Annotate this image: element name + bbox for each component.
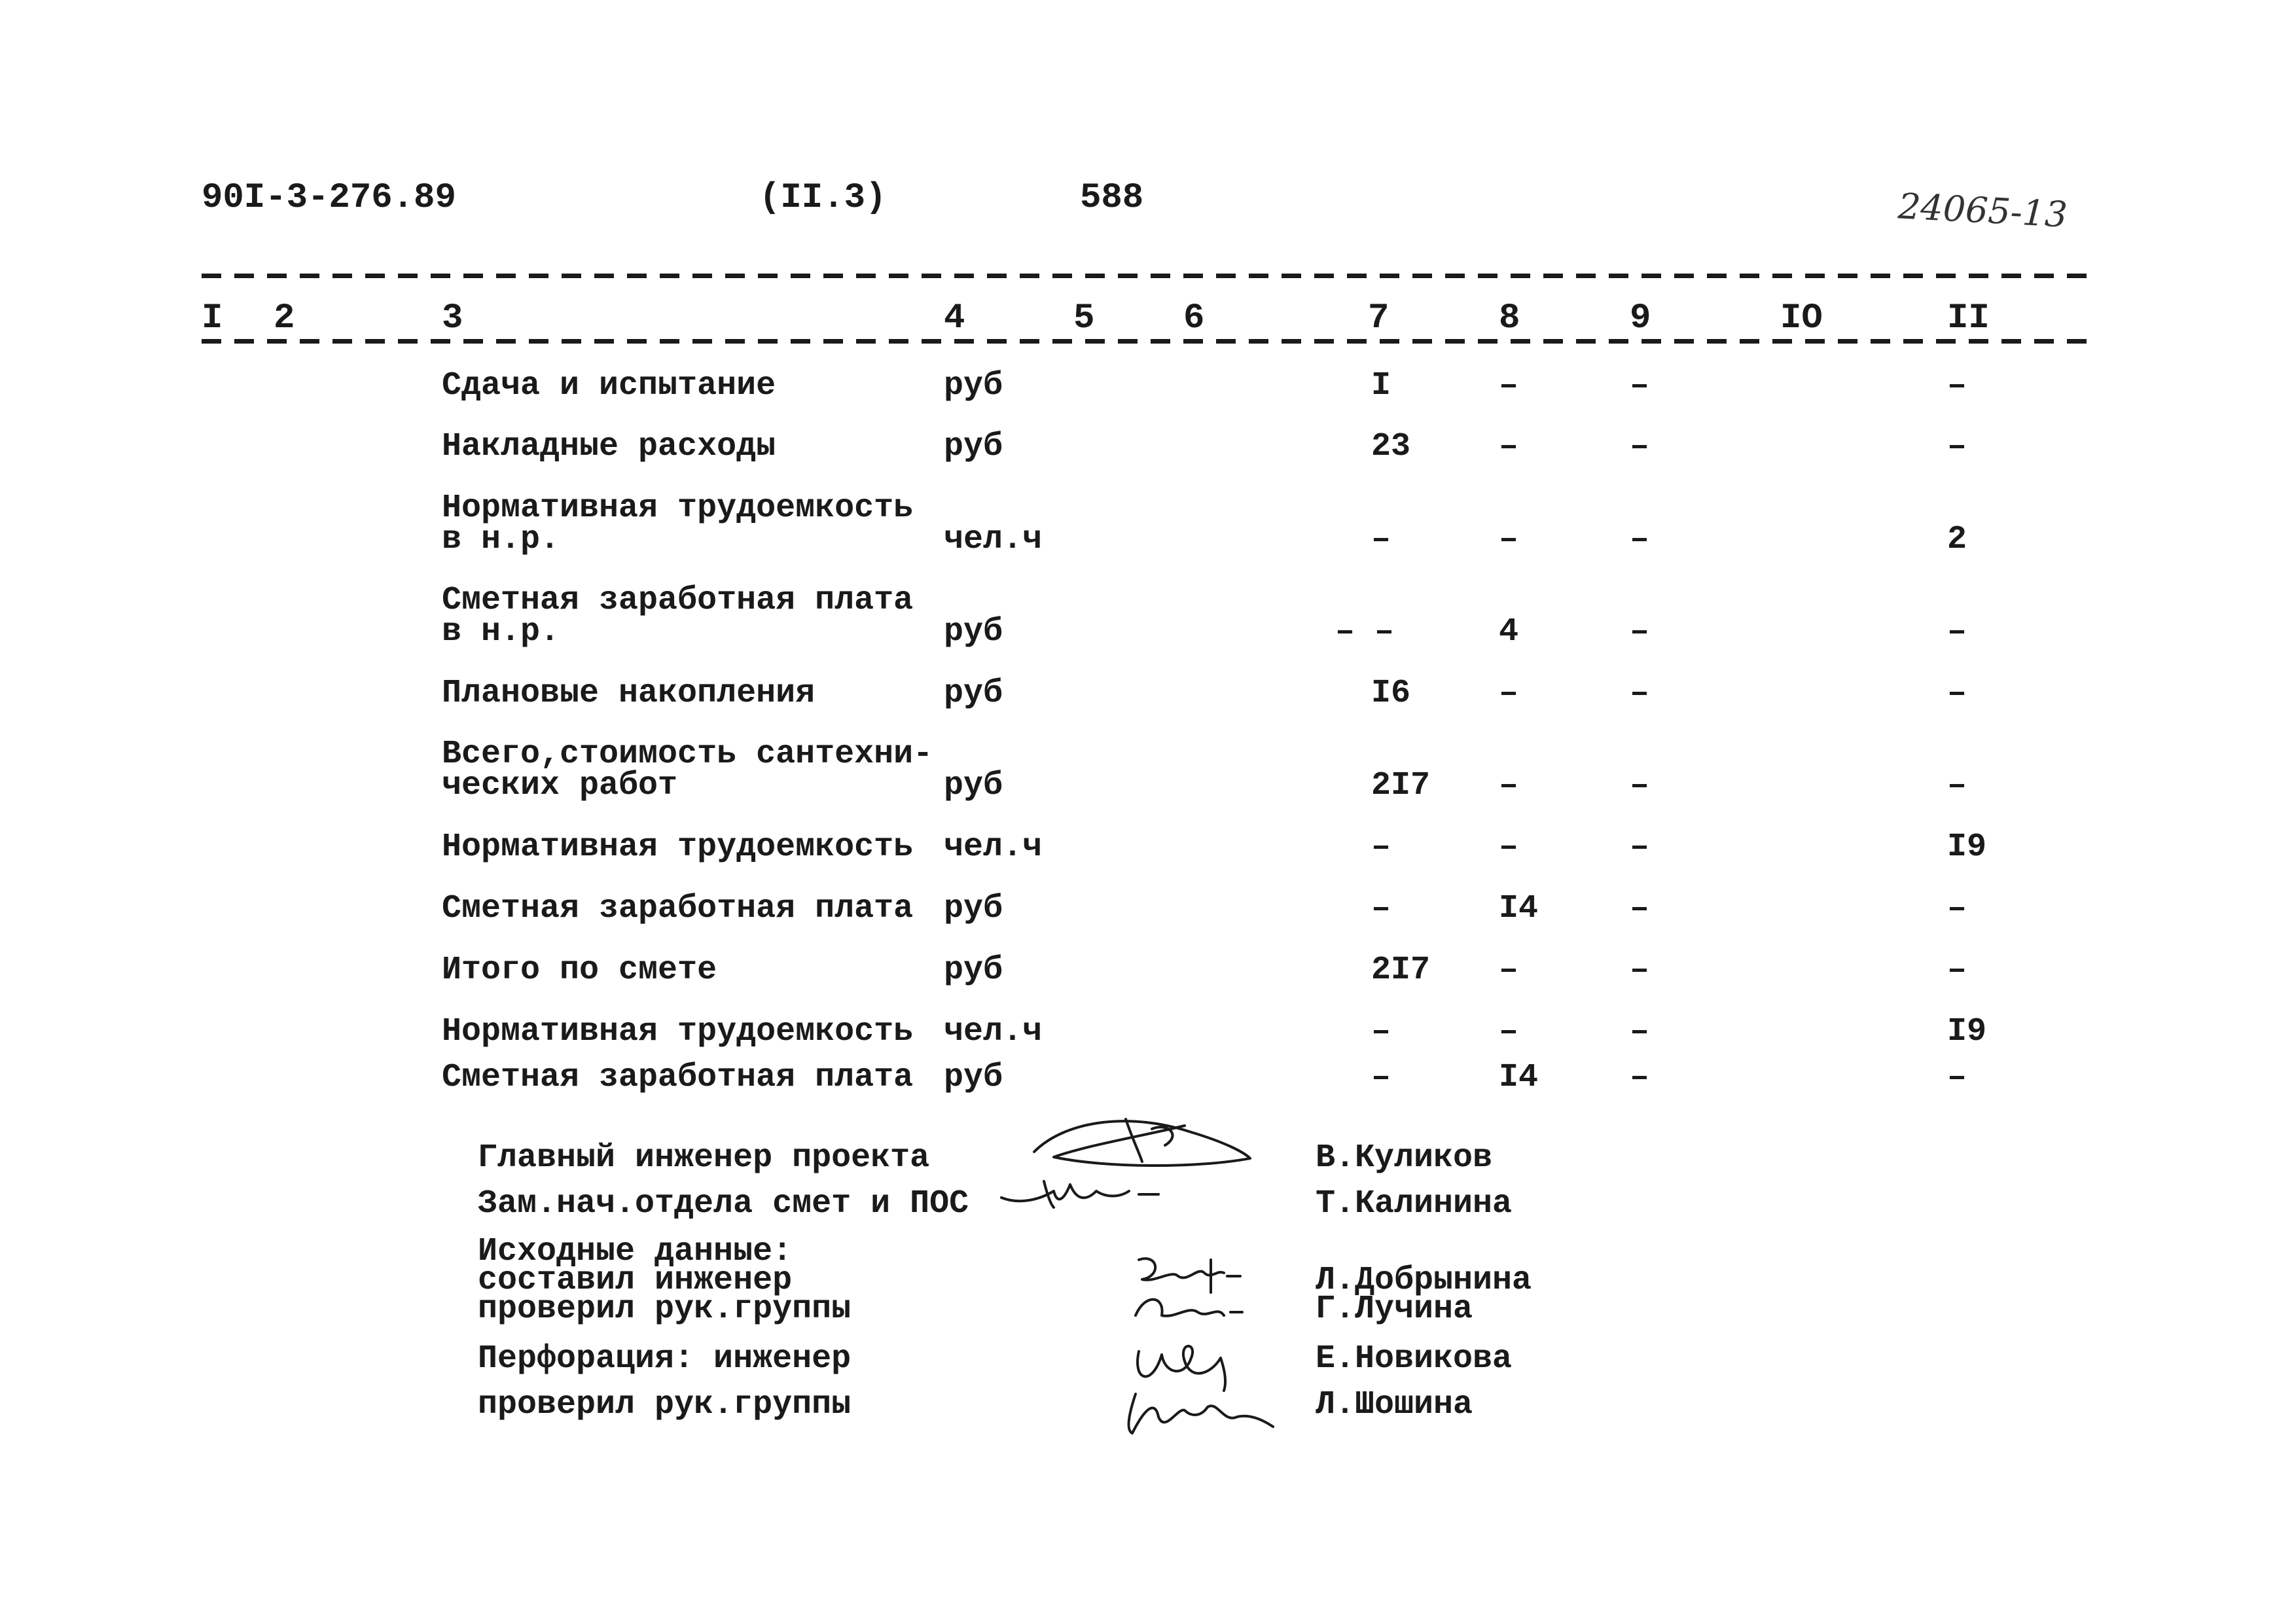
- row-col11: –: [1947, 367, 1967, 404]
- perforation-checked-label: проверил рук.группы: [478, 1386, 852, 1423]
- row-col9: –: [1630, 890, 1650, 927]
- column-number-8: 8: [1499, 298, 1520, 338]
- source-data-label: Исходные данные:: [478, 1233, 793, 1270]
- row-col8: I4: [1499, 1059, 1539, 1096]
- row-col11: –: [1947, 767, 1967, 804]
- perforation-label: Перфорация: инженер: [478, 1340, 852, 1378]
- row-unit: руб: [944, 952, 1003, 989]
- row-col8: –: [1499, 675, 1519, 712]
- row-unit: чел.ч: [944, 1013, 1043, 1050]
- row-name: Всего,стоимость сантехни-: [442, 736, 933, 773]
- row-name-continued: ческих работ: [442, 767, 678, 804]
- row-unit: руб: [944, 428, 1003, 465]
- row-col7: I6: [1371, 675, 1411, 712]
- document-code: 90I-3-276.89: [202, 178, 456, 218]
- row-unit: чел.ч: [944, 521, 1043, 558]
- header-separator: [202, 274, 2087, 278]
- section-number: (II.3): [759, 178, 887, 218]
- row-col9: –: [1630, 1059, 1650, 1096]
- row-unit: руб: [944, 1059, 1003, 1096]
- deputy-head-name: Т.Калинина: [1316, 1185, 1513, 1222]
- row-col8: I4: [1499, 890, 1539, 927]
- row-name: Сдача и испытание: [442, 367, 776, 404]
- column-number-9: 9: [1630, 298, 1651, 338]
- column-number-4: 4: [944, 298, 965, 338]
- row-col8: –: [1499, 1013, 1519, 1050]
- row-col11: I9: [1947, 1013, 1987, 1050]
- row-name: Сметная заработная плата: [442, 582, 914, 619]
- row-unit: руб: [944, 367, 1003, 404]
- checked-by-name: Г.Лучина: [1316, 1291, 1473, 1328]
- row-name: Сметная заработная плата: [442, 1059, 914, 1096]
- column-number-2: 2: [274, 298, 295, 338]
- column-number-1: I: [202, 298, 223, 338]
- column-number-5: 5: [1073, 298, 1095, 338]
- row-col9: –: [1630, 613, 1650, 651]
- row-name: Накладные расходы: [442, 428, 776, 465]
- row-col11: 2: [1947, 521, 1967, 558]
- row-col9: –: [1630, 952, 1650, 989]
- row-col9: –: [1630, 675, 1650, 712]
- row-col8: –: [1499, 367, 1519, 404]
- row-col11: I9: [1947, 829, 1987, 866]
- row-col7: –: [1371, 1013, 1391, 1050]
- row-col7: I: [1371, 367, 1391, 404]
- row-col9: –: [1630, 428, 1650, 465]
- row-col11: –: [1947, 890, 1967, 927]
- row-col8: –: [1499, 521, 1519, 558]
- row-col7: 2I7: [1371, 767, 1431, 804]
- row-col11: –: [1947, 1059, 1967, 1096]
- chief-engineer-label: Главный инженер проекта: [478, 1139, 930, 1177]
- column-numbers-underline: [202, 339, 2087, 344]
- column-number-6: 6: [1183, 298, 1205, 338]
- row-name-continued: в н.р.: [442, 521, 560, 558]
- checked-by-label: проверил рук.группы: [478, 1291, 852, 1328]
- row-col8: –: [1499, 829, 1519, 866]
- column-number-3: 3: [442, 298, 463, 338]
- column-number-7: 7: [1368, 298, 1390, 338]
- signature-chief-engineer: [1028, 1106, 1263, 1178]
- row-unit: руб: [944, 767, 1003, 804]
- row-name: Итого по смете: [442, 952, 717, 989]
- deputy-head-label: Зам.нач.отдела смет и ПОС: [478, 1185, 969, 1222]
- row-col9: –: [1630, 829, 1650, 866]
- row-col7: –: [1371, 829, 1391, 866]
- row-name: Плановые накопления: [442, 675, 816, 712]
- compiled-by-label: составил инженер: [478, 1262, 793, 1299]
- perforation-checked-name: Л.Шошина: [1316, 1386, 1473, 1423]
- row-col11: –: [1947, 428, 1967, 465]
- row-col7: –: [1371, 890, 1391, 927]
- row-unit: руб: [944, 890, 1003, 927]
- row-name-continued: в н.р.: [442, 613, 560, 651]
- column-number-11: II: [1947, 298, 1990, 338]
- row-col9: –: [1630, 367, 1650, 404]
- row-col7: –: [1371, 1059, 1391, 1096]
- page-number: 588: [1080, 178, 1144, 218]
- row-col9: –: [1630, 767, 1650, 804]
- row-name: Нормативная трудоемкость: [442, 490, 914, 527]
- signature-checker: [1126, 1286, 1244, 1332]
- row-name: Сметная заработная плата: [442, 890, 914, 927]
- row-col7: 2I7: [1371, 952, 1431, 989]
- row-col8: –: [1499, 767, 1519, 804]
- column-number-10: IO: [1780, 298, 1823, 338]
- row-unit: чел.ч: [944, 829, 1043, 866]
- compiled-by-name: Л.Добрынина: [1316, 1262, 1532, 1299]
- row-col7: – –: [1335, 613, 1395, 651]
- row-col9: –: [1630, 1013, 1650, 1050]
- row-col8: –: [1499, 428, 1519, 465]
- handwritten-archive-number: 24065-13: [1897, 185, 2069, 236]
- row-col7: 23: [1371, 428, 1411, 465]
- row-col8: 4: [1499, 613, 1519, 651]
- row-col11: –: [1947, 613, 1967, 651]
- chief-engineer-name: В.Куликов: [1316, 1139, 1493, 1177]
- row-col11: –: [1947, 952, 1967, 989]
- row-name: Нормативная трудоемкость: [442, 1013, 914, 1050]
- row-col11: –: [1947, 675, 1967, 712]
- signature-perforation-checker: [1119, 1381, 1283, 1440]
- row-unit: руб: [944, 675, 1003, 712]
- row-unit: руб: [944, 613, 1003, 651]
- row-col9: –: [1630, 521, 1650, 558]
- row-name: Нормативная трудоемкость: [442, 829, 914, 866]
- perforation-name: Е.Новикова: [1316, 1340, 1513, 1378]
- row-col7: –: [1371, 521, 1391, 558]
- signature-deputy-head: [998, 1171, 1188, 1217]
- row-col8: –: [1499, 952, 1519, 989]
